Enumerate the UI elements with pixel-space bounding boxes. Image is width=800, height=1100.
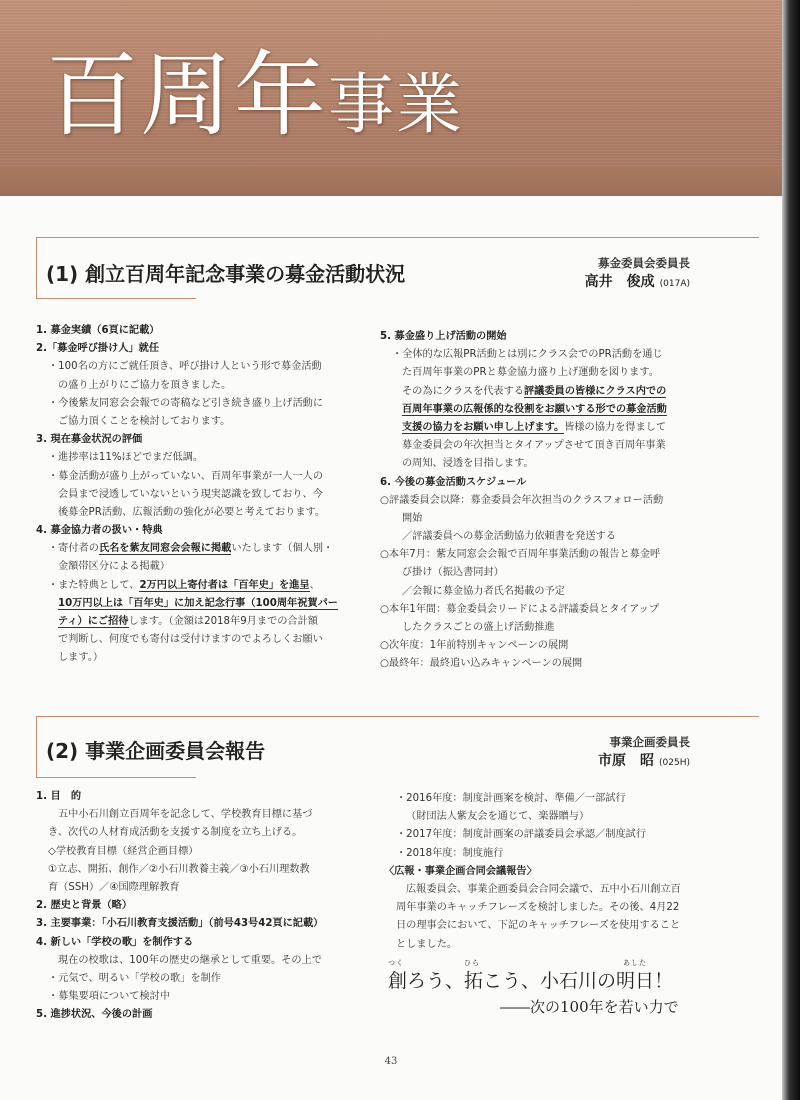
text-line	[36, 358, 366, 376]
text-line	[384, 826, 714, 844]
text-line	[384, 917, 714, 935]
catch-part: 小石川の	[540, 970, 617, 992]
text-line	[36, 395, 366, 413]
line-text: 金額帯区分による掲載）	[58, 561, 171, 573]
catchphrase-subtitle: ――次の100年を若い力で	[500, 998, 679, 1016]
line-text: ◇学校教育目標（経営企画目標）	[48, 845, 199, 857]
line-text: の周知、浸透を目指します。	[402, 458, 534, 470]
section2-heading: (2) 事業企画委員会報告	[46, 739, 266, 763]
line-text: ／会報に募金協力者氏名掲載の予定	[402, 585, 565, 597]
line-text: ○最終年：最終追い込みキャンペーンの展開	[380, 658, 583, 670]
line-text: ①立志、開拓、創作／②小石川教養主義／③小石川理数教	[48, 863, 310, 875]
line-text: 4. 募金協力者の扱い・特典	[36, 525, 163, 537]
text-line	[380, 401, 710, 419]
text-segment: その為にクラスを代表する	[402, 385, 524, 397]
catchphrase	[388, 959, 674, 993]
text-line	[380, 328, 710, 346]
text-line	[380, 546, 710, 564]
title-project: 事業	[328, 66, 465, 143]
text-line	[36, 824, 376, 842]
text-line	[36, 613, 366, 631]
line-text: た百周年事業のPRと募金協力盛り上げ運動を図ります。	[402, 367, 659, 379]
text-line	[36, 468, 366, 486]
line-text: ○本年1年間：募金委員会リードによる評議委員とタイアップ	[380, 603, 660, 615]
text-segment: いたします（個人別・	[231, 543, 334, 555]
line-text: 会員まで浸透していないという現実認識を致しており、今	[58, 488, 323, 500]
text-line	[380, 455, 710, 473]
text-segment: ・寄付者の	[48, 543, 99, 555]
text-line	[36, 340, 366, 358]
line-text: 日の理事会において、下記のキャッチフレーズを使用すること	[396, 920, 681, 932]
text-line	[36, 934, 376, 952]
underlined-text: 支援の協力をお願い申し上げます。	[402, 421, 565, 433]
text-line	[36, 377, 366, 395]
binding-edge	[782, 0, 800, 1100]
ruby-text: つく	[388, 959, 404, 967]
underlined-text: 10万円以上は「百年史」に加え記念行事（100周年祝賀パー	[58, 597, 338, 609]
text-line	[384, 881, 714, 899]
line-text: 開始	[402, 512, 423, 524]
line-text: ○評議委員会以降：募金委員会年次担当のクラスフォロー活動	[380, 494, 664, 506]
text-line	[36, 988, 376, 1006]
line-text: ・元気で、明るい「学校の歌」を制作	[48, 972, 221, 984]
banner-band	[0, 168, 782, 196]
author-name-text: 高井 俊成	[584, 274, 655, 290]
text-line	[36, 540, 366, 558]
text-line	[36, 861, 376, 879]
line-text: 2.「募金呼び掛け人」就任	[36, 343, 160, 355]
text-line	[36, 879, 376, 897]
section2-author-name	[598, 750, 690, 770]
text-line	[380, 437, 710, 455]
line-text: 百周年事業の広報係的な役割をお願いする形での募金活動	[402, 403, 667, 415]
line-text: ／評議委員への募金活動協力依頼書を発送する	[402, 531, 616, 543]
title-year: 年	[234, 42, 329, 149]
line-text: ・募集要項について検討中	[48, 991, 171, 1003]
text-line	[36, 449, 366, 467]
underlined-text: 2万円以上寄付者は「百年史」を進呈	[139, 579, 310, 591]
author-code: (025H)	[659, 758, 690, 768]
line-text: 5. 募金盛り上げ活動の開始	[380, 331, 507, 342]
text-segment: 皆様の協力を得まして	[564, 421, 667, 433]
line-text: ・100名の方にご就任頂き、呼び掛け人という形で募金活動	[48, 361, 322, 373]
text-line	[36, 843, 376, 861]
line-text: の盛り上がりにご協力を頂きました。	[58, 379, 232, 391]
text-line	[380, 637, 710, 655]
text-line	[380, 655, 710, 673]
line-text: 周年事業のキャッチフレーズを検討しました。その後、4月22	[396, 902, 680, 914]
author-name-text: 市原 昭	[598, 753, 655, 769]
line-text: 3. 現在募金状況の評価	[36, 434, 143, 446]
text-line	[380, 583, 710, 601]
line-text: ・2018年度：制度施行	[396, 847, 504, 859]
text-line	[380, 619, 710, 637]
section2-right-column	[384, 790, 714, 954]
line-text: ・募金活動が盛り上がっていない、百周年事業が一人一人の	[48, 470, 324, 482]
text-line	[384, 936, 714, 954]
text-line	[36, 558, 366, 576]
text-line	[36, 522, 366, 540]
underlined-text: ティ）にご招待	[58, 616, 129, 627]
text-line	[380, 346, 710, 364]
catch-part: ！	[654, 970, 674, 992]
text-line	[36, 595, 366, 613]
line-text: 現在の校歌は、100年の歴史の継承として重要。その上で	[58, 954, 322, 966]
text-line	[36, 788, 376, 806]
text-line	[36, 577, 366, 595]
text-line	[380, 474, 710, 492]
text-line	[380, 528, 710, 546]
text-line	[36, 486, 366, 504]
line-text: 4. 新しい「学校の歌」を制作する	[36, 936, 194, 948]
text-line	[36, 431, 366, 449]
line-text: 6. 今後の募金活動スケジュール	[380, 476, 527, 488]
title-banner	[0, 0, 782, 196]
text-line	[36, 1006, 376, 1024]
line-text: ・全体的な広報PR活動とは別にクラス会でのPR活動を通じ	[392, 349, 663, 361]
line-text: ・2017年度：制度計画案の評議委員会承認／制度試行	[396, 829, 647, 841]
line-text: します。）	[58, 652, 104, 664]
section1-author-name	[585, 271, 690, 291]
text-line	[380, 564, 710, 582]
line-text: ・進捗率は11%ほどでまだ低調。	[48, 452, 204, 464]
text-line	[36, 649, 366, 667]
underlined-text: 評議委員の皆様にクラス内での	[523, 385, 667, 397]
page-number: 43	[384, 1056, 398, 1067]
text-line	[380, 492, 710, 510]
text-line	[36, 970, 376, 988]
line-text: で判断し、何度でも寄付は受付けますのでよろしくお願い	[58, 634, 323, 646]
text-line	[380, 364, 710, 382]
text-line	[380, 510, 710, 528]
line-text: 5. 進捗状況、今後の計画	[36, 1009, 153, 1021]
line-text: 後募金PR活動、広報活動の強化が必要と考えております。	[58, 506, 326, 518]
line-text: き、次代の人材育成活動を支援する制度を立ち上げる。	[48, 827, 303, 839]
ruby-text: あした	[623, 959, 648, 967]
catch-part: 拓こう、	[464, 970, 541, 992]
text-line	[384, 808, 714, 826]
text-line	[36, 413, 366, 431]
section1-heading: (1) 創立百周年記念事業の募金活動状況	[46, 262, 406, 286]
text-line	[380, 601, 710, 619]
line-text: 1. 募金実績（6頁に記載）	[36, 325, 160, 336]
section2-author-role: 事業企画委員長	[609, 735, 690, 749]
line-text: （財団法人紫友会を通じて、楽器贈与）	[406, 811, 590, 823]
line-text: 1. 目 的	[36, 791, 82, 802]
section1-author-role: 募金委員会委員長	[598, 256, 690, 270]
text-segment: 、	[309, 579, 320, 591]
line-text: 〈広報・事業企画合同会議報告〉	[384, 865, 537, 877]
line-text: したクラスごとの盛上げ活動推進	[402, 622, 555, 633]
text-line	[36, 806, 376, 824]
text-line	[36, 897, 376, 915]
line-text: 2. 歴史と背景（略）	[36, 900, 133, 912]
line-text: び掛け（振込書同封）	[402, 567, 504, 579]
text-line	[384, 899, 714, 917]
ruby-text: ひら	[464, 959, 481, 967]
catch-part: 創ろう、	[388, 970, 465, 992]
text-line	[36, 952, 376, 970]
line-text: ○本年7月：紫友同窓会会報で百周年事業活動の報告と募金呼	[380, 549, 661, 561]
line-text: 育（SSH）／④国際理解教育	[48, 881, 180, 893]
page-title	[46, 42, 465, 149]
section1-left-column	[36, 322, 366, 668]
text-segment: します。（金額は2018年9月までの合計額	[128, 616, 318, 627]
text-line	[384, 863, 714, 881]
text-line	[384, 845, 714, 863]
line-text: ○次年度：1年前特別キャンペーンの展開	[380, 640, 569, 652]
line-text: ご協力頂くことを検討しております。	[58, 415, 231, 427]
line-text: ・2016年度：制度計画案を検討、準備／一部試行	[396, 793, 626, 804]
underlined-text: 氏名を紫友同窓会会報に掲載	[98, 543, 232, 555]
line-text: 3. 主要事業：「小石川教育支援活動」（前号43号42頁に記載）	[36, 918, 324, 930]
title-centennial: 百周	[46, 42, 235, 149]
line-text: ・今後紫友同窓会会報での寄稿など引き続き盛り上げ活動に	[48, 397, 324, 409]
section1-right-column	[380, 328, 710, 674]
text-line	[36, 504, 366, 522]
text-line	[384, 790, 714, 808]
line-text: 五中小石川創立百周年を記念して、学校教育目標に基づ	[58, 809, 313, 821]
author-code: (017A)	[659, 279, 690, 289]
text-line	[36, 915, 376, 933]
line-text: としました。	[396, 938, 458, 950]
text-line	[380, 419, 710, 437]
text-segment: ・また特典として、	[48, 579, 140, 591]
text-line	[380, 383, 710, 401]
section2-left-column	[36, 788, 376, 1024]
text-line	[36, 322, 366, 340]
line-text: 募金委員会の年次担当とタイアップさせて頂き百周年事業	[402, 440, 666, 452]
catch-part: 明日	[616, 970, 655, 992]
line-text: 広報委員会、事業企画委員会合同会議で、五中小石川創立百	[406, 883, 681, 895]
text-line	[36, 631, 366, 649]
